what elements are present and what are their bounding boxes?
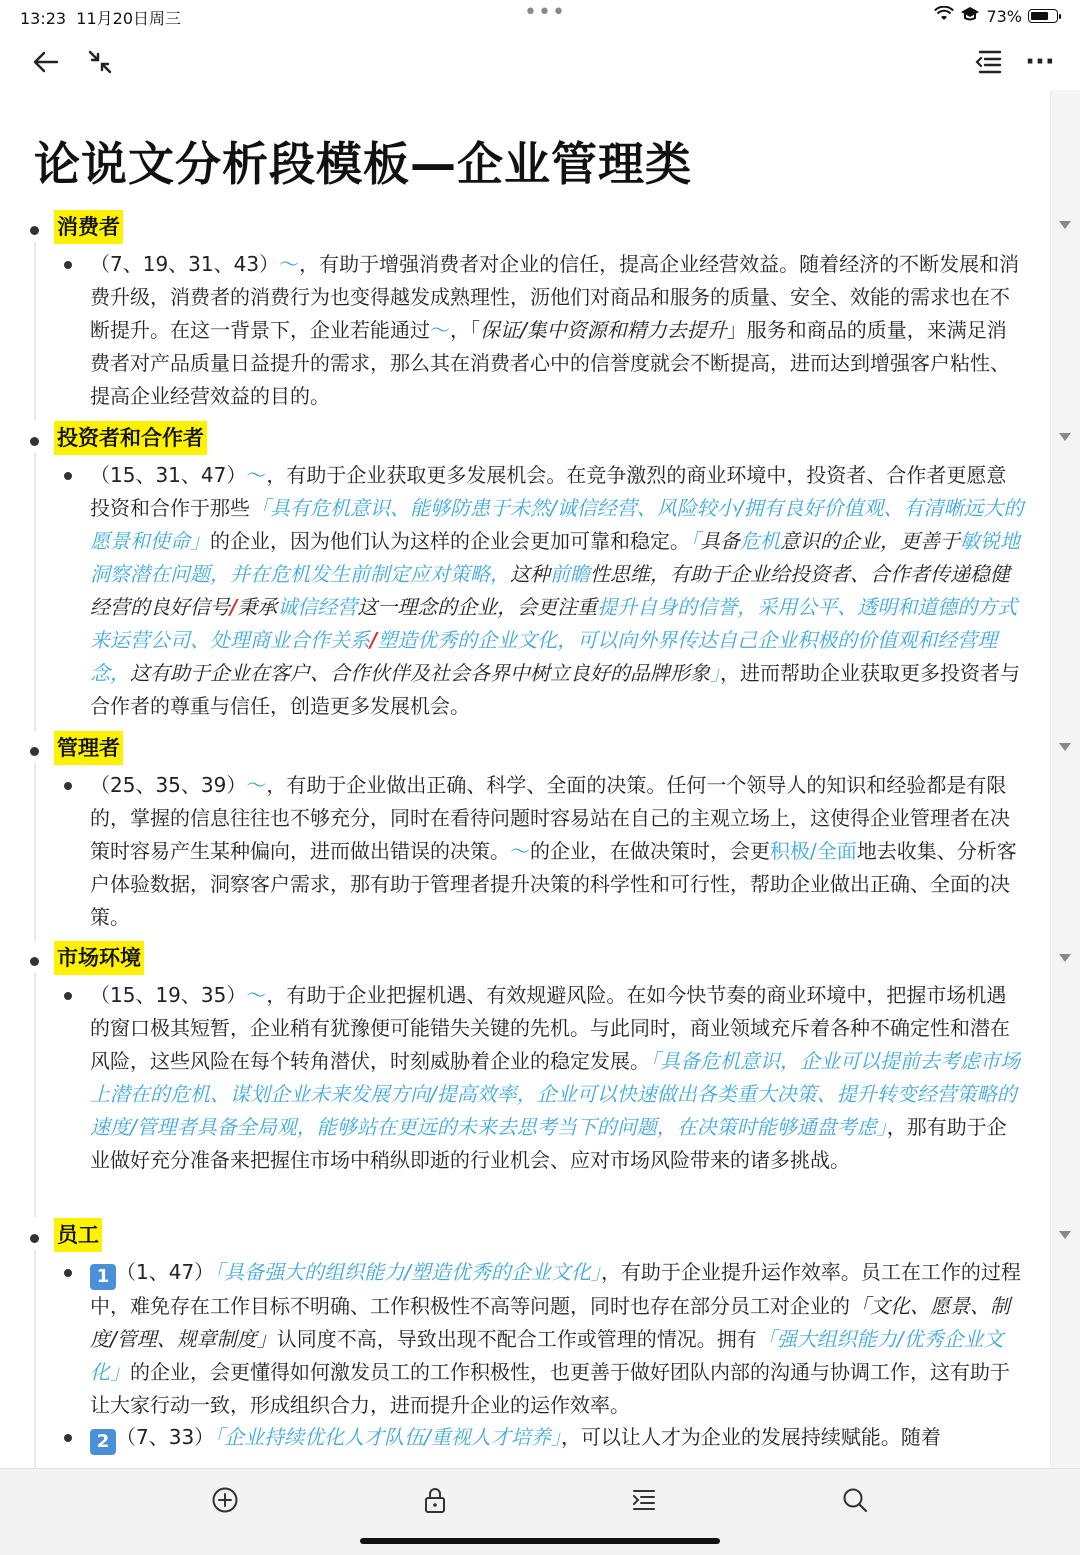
section-heading[interactable]: 管理者 — [54, 731, 123, 765]
indent-guide — [34, 1250, 36, 1468]
list-item[interactable]: （15、31、47）～，有助于企业获取更多发展机会。在竞争激烈的商业环境中，投资者、合作者更愿意投资和合作于那些「具有危机意识、能够防患于未然/诚信经营、风险较小/拥有良好价值观、有清晰远大的愿景和使命」的企业，因为他们认为这样的企业会更加可靠和稳定。「具备危机意识的企业，更善于敏锐地洞察潜在问题，并在危机发生前制定应对策略，这种前瞻性思维，有助于企业给投资者、合作者传递稳健经营的良好信号/秉承诚信经营这一理念的企业，会更注重提升自身的信誉，采用公平、透明和道德的方式来运营公司、处理商业合作关系/塑造优秀的企业文化，可以向外界传达自己企业积极的价值观和经营理念，这有助于企业在客户、合作伙伴及社会各界中树立良好的品牌形象」，进而帮助企业获取更多投资者与合作者的尊重与信任，创造更多发展机会。 — [90, 463, 1024, 718]
add-circle-icon[interactable] — [208, 1483, 242, 1517]
collapse-icon[interactable] — [82, 44, 118, 80]
bullet-icon — [30, 226, 39, 235]
wifi-icon — [934, 6, 954, 26]
bullet-icon — [30, 1234, 39, 1243]
bullet-icon — [30, 957, 39, 966]
collapse-caret-icon[interactable] — [1058, 220, 1072, 230]
back-arrow-icon[interactable] — [28, 44, 64, 80]
number-badge: 2 — [90, 1429, 116, 1455]
collapse-caret-icon[interactable] — [1058, 953, 1072, 963]
indent-guide — [34, 763, 36, 941]
list-item[interactable]: （25、35、39）～，有助于企业做出正确、科学、全面的决策。任何一个领导人的知识和经验都是有限的，掌握的信息往往也不够充分，同时在看待问题时容易站在自己的主观立场上，这使得企业管理者在决策时容易产生某种偏向，进而做出错误的决策。～的企业，在做决策时，会更积极/全面地去收集、分析客户体验数据，洞察客户需求，那有助于管理者提升决策的科学性和可行性，帮助企业做出正确、全面的决策。 — [90, 773, 1017, 929]
status-date: 11月20日周三 — [76, 9, 182, 28]
outline-icon[interactable] — [970, 44, 1006, 80]
list-item[interactable]: （7、19、31、43）～，有助于增强消费者对企业的信任，提高企业经营效益。随着经济的不断发展和消费升级，消费者的消费行为也变得越发成熟理性，沥他们对商品和服务的质量、安全、效能的需求也在不断提升。在这一背景下，企业若能通过～，「保证/集中资源和精力去提升」服务和商品的质量，来满足消费者对产品质量日益提升的需求，那么其在消费者心中的信誉度就会不断提高，进而达到增强客户粘性、提高企业经营效益的目的。 — [90, 252, 1020, 408]
search-icon[interactable] — [838, 1483, 872, 1517]
vpn-icon — [960, 6, 980, 26]
collapse-caret-icon[interactable] — [1058, 432, 1072, 442]
bullet-icon — [64, 1434, 72, 1442]
top-toolbar — [0, 34, 1080, 90]
multitasking-dots[interactable]: ••• — [524, 0, 566, 25]
bullet-icon — [30, 747, 39, 756]
collapse-caret-icon[interactable] — [1058, 1230, 1072, 1240]
document-content[interactable] — [0, 90, 1050, 1468]
bullet-icon — [64, 472, 72, 480]
section-heading[interactable]: 投资者和合作者 — [54, 421, 207, 455]
section-heading[interactable]: 员工 — [54, 1218, 102, 1252]
bullet-icon — [64, 782, 72, 790]
bullet-icon — [64, 261, 72, 269]
lock-icon[interactable] — [418, 1483, 452, 1517]
section-heading[interactable]: 消费者 — [54, 210, 123, 244]
more-options-icon[interactable]: ··· — [1025, 47, 1055, 77]
indent-guide — [34, 453, 36, 731]
bullet-icon — [30, 437, 39, 446]
list-item[interactable]: 2 （7、33）「企业持续优化人才队伍/重视人才培养」，可以让人才为企业的发展持续赋能。随着 — [90, 1421, 1025, 1455]
battery-icon — [1028, 9, 1058, 23]
number-badge: 1 — [90, 1264, 116, 1290]
indent-guide — [34, 242, 36, 420]
bottom-toolbar — [0, 1468, 1080, 1555]
status-bar — [0, 0, 1080, 34]
list-item[interactable]: 1 （1、47）「具备强大的组织能力/塑造优秀的企业文化」，有助于企业提升运作效率。员工在工作的过程中，难免存在工作目标不明确、工作积极性不高等问题，同时也存在部分员工对企业的「文化、愿景、制度/管理、规章制度」认同度不高，导致出现不配合工作或管理的情况。拥有「强大组织能力/优秀企业文化」的企业，会更懂得如何激发员工的工作积极性，也更善于做好团队内部的沟通与协调工作，这有助于让大家行动一致，形成组织合力，进而提升企业的运作效率。 — [90, 1260, 1021, 1417]
bullet-icon — [64, 1269, 72, 1277]
status-time: 13:23 11月20日周三 — [20, 9, 182, 28]
page-title: 论说文分析段模板—企业管理类 — [34, 137, 692, 191]
bullet-icon — [64, 992, 72, 1000]
section-heading[interactable]: 市场环境 — [54, 941, 144, 975]
battery-percent: 73% — [986, 6, 1022, 26]
indent-guide — [34, 973, 36, 1217]
list-item[interactable]: （15、19、35）～，有助于企业把握机遇、有效规避风险。在如今快节奏的商业环境中，把握市场机遇的窗口极其短暂，企业稍有犹豫便可能错失关键的先机。与此同时，商业领域充斥着各种不确定性和潜在风险，这些风险在每个转角潜伏，时刻威胁着企业的稳定发展。「具备危机意识，企业可以提前去考虑市场上潜在的危机、谋划企业未来发展方向/提高效率，企业可以快速做出各类重大决策、提升转变经营策略的速度/管理者具备全局观，能够站在更远的未来去思考当下的问题，在决策时能够通盘考虑」，那有助于企业做好充分准备来把握住市场中稍纵即逝的行业机会、应对市场风险带来的诸多挑战。 — [90, 983, 1020, 1172]
home-indicator[interactable] — [360, 1538, 720, 1544]
format-list-icon[interactable] — [627, 1483, 661, 1517]
scroll-track[interactable] — [1050, 90, 1080, 1468]
collapse-caret-icon[interactable] — [1058, 742, 1072, 752]
